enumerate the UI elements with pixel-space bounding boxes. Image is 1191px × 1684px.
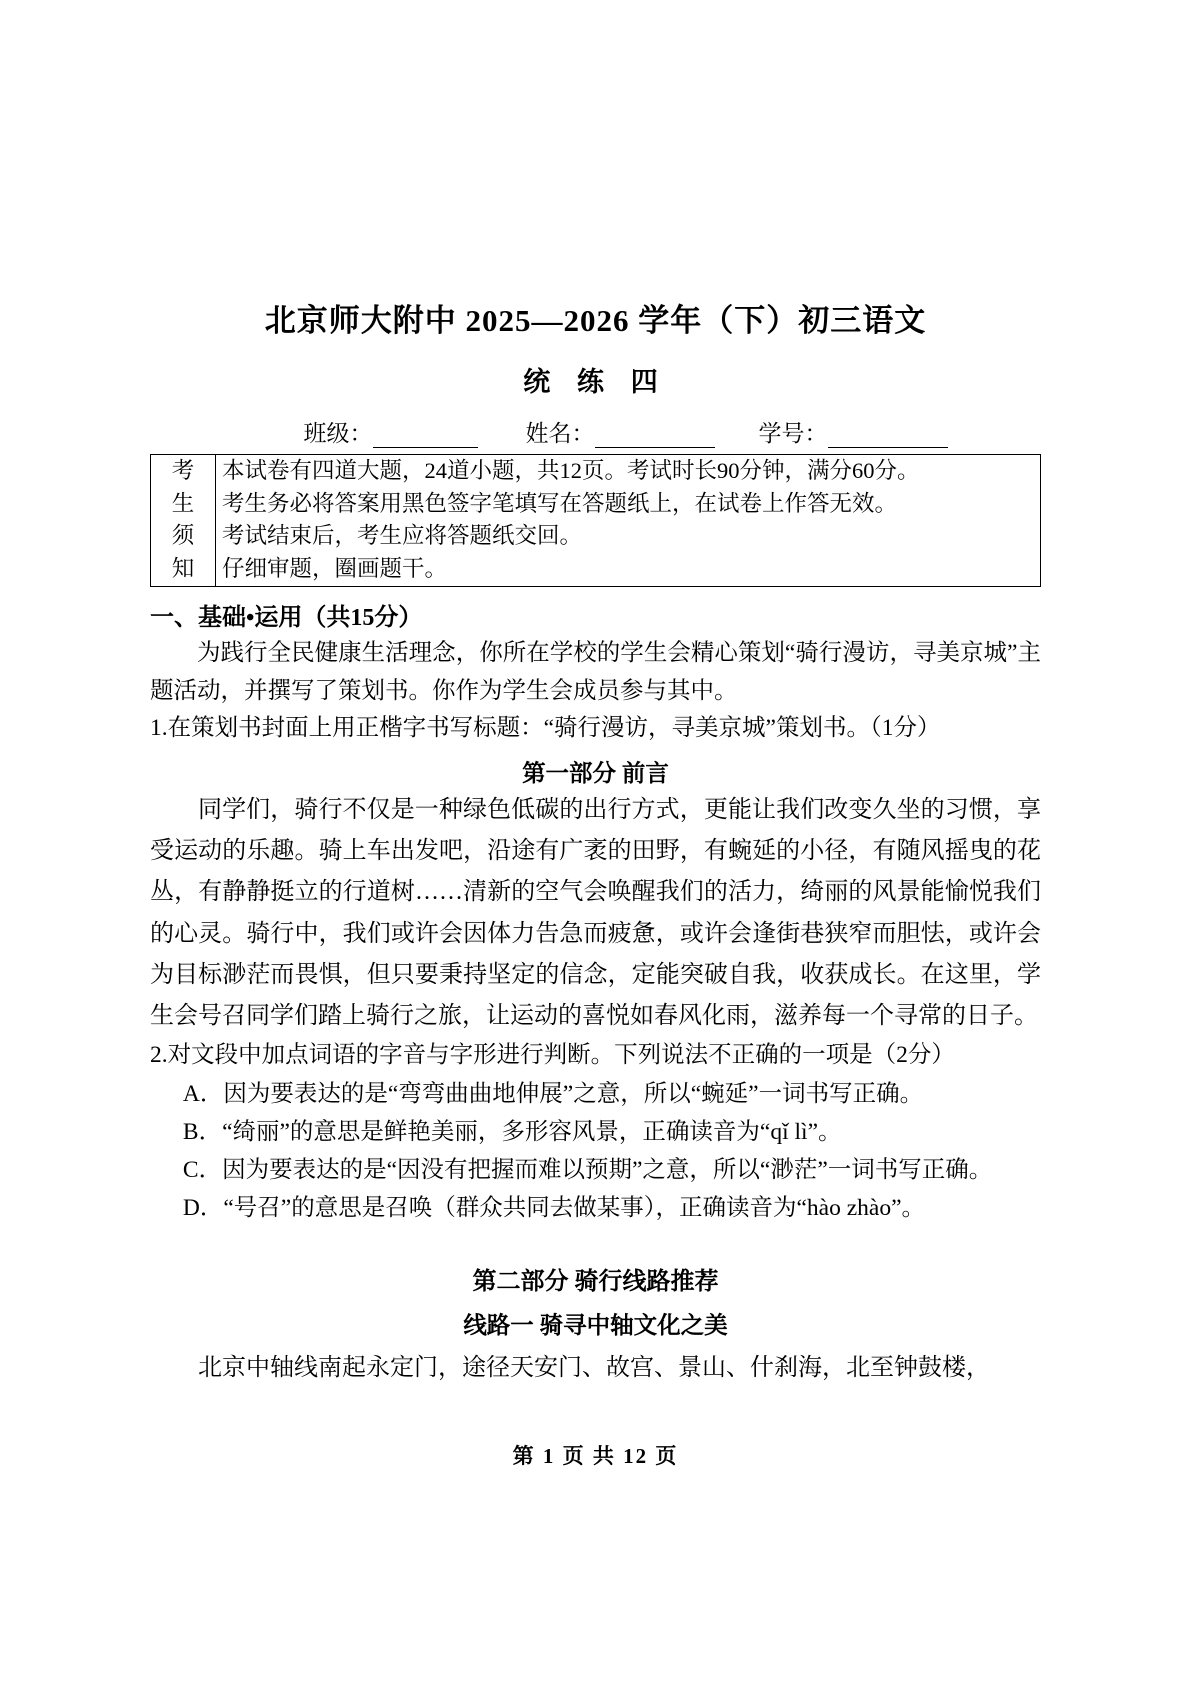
table-row	[151, 553, 1041, 586]
notice-line: 本试卷有四道大题，24道小题，共12页。考试时长90分钟，满分60分。	[216, 454, 1041, 487]
q2-stem-before: 2.对文段中加点词语的字音与字形进行判断。下列说法	[150, 1042, 709, 1069]
class-label: 班级：	[303, 420, 373, 446]
emphasis-haozhao: 号召	[198, 1003, 246, 1030]
emphasis-miaomang: 渺茫	[222, 961, 271, 988]
id-input-blank[interactable]	[828, 427, 948, 448]
section-heading-one: 一、基础•运用（共15分）	[150, 605, 423, 632]
emphasis-buzhengque: 不正确	[708, 1042, 779, 1069]
notice-key-char: 须	[151, 520, 216, 553]
foreword-paragraph	[150, 790, 1041, 1038]
notice-key-char: 考	[151, 454, 216, 487]
student-info-row	[150, 415, 1041, 448]
class-input-blank[interactable]	[373, 427, 478, 448]
class-field	[304, 415, 526, 448]
part-one-heading: 第一部分 前言	[522, 760, 669, 787]
id-field	[759, 415, 948, 448]
route-one-paragraph: 北京中轴线南起永定门，途径天安门、故宫、景山、什刹海，北至钟鼓楼，	[198, 1355, 990, 1382]
exam-notice-table	[150, 454, 1041, 587]
notice-key-char: 知	[151, 553, 216, 586]
emphasis-qi: 绮	[800, 879, 825, 906]
section-intro-paragraph: 为践行全民健康生活理念，你所在学校的学生会精心策划“骑行漫访，寻美京城”主题活动，并撰写了策划书。你作为学生会成员参与其中。	[150, 640, 1041, 705]
page-footer: 第 1 页 共 12 页	[512, 1444, 679, 1468]
id-label: 学号：	[758, 420, 828, 446]
notice-line: 考试结束后，考生应将答题纸交回。	[216, 520, 1041, 553]
question-2-option-a[interactable]: A．因为要表达的是“弯弯曲曲地伸展”之意，所以“蜿延”一词书写正确。	[182, 1080, 924, 1107]
foreword-seg-1: 同学们，骑行不仅是一种绿色低碳的出行方式，更能让我们改变久坐的习惯，享受运动的乐趣。骑上车出发吧，沿途有广袤的田野，有	[150, 796, 1041, 865]
name-field	[526, 415, 759, 448]
name-label: 姓名：	[525, 420, 595, 446]
notice-line: 仔细审题，圈画题干。	[216, 553, 1041, 586]
q2-stem-after: 的一项是（2分）	[778, 1042, 955, 1069]
question-2-option-c[interactable]: C．因为要表达的是“因没有把握而难以预期”之意，所以“渺茫”一词书写正确。	[182, 1157, 993, 1184]
notice-key-char: 生	[151, 488, 216, 521]
foreword-seg-5: 同学们踏上骑行之旅，让运动的喜悦如春风化雨，滋养每一个寻常的日子。	[246, 1003, 1038, 1030]
question-2-option-b[interactable]: B．“绮丽”的意思是鲜艳美丽，多形容风景，正确读音为“qǐ lì”。	[182, 1119, 842, 1145]
question-2-option-d[interactable]: D．“号召”的意思是召唤（群众共同去做某事），正确读音为“hào zhào”。	[182, 1195, 925, 1222]
question-1: 1.在策划书封面上用正楷字书写标题：“骑行漫访，寻美京城”策划书。（1分）	[150, 715, 941, 742]
page-subtitle: 统 练 四	[523, 366, 668, 397]
question-2-stem	[150, 1037, 1041, 1075]
table-row	[151, 520, 1041, 553]
route-one-heading: 线路一 骑寻中轴文化之美	[463, 1313, 728, 1340]
emphasis-wanyan: 蜿延	[728, 838, 777, 865]
part-two-heading: 第二部分 骑行线路推荐	[472, 1269, 719, 1296]
vertical-spacer	[150, 1227, 1041, 1261]
table-row	[151, 488, 1041, 521]
foreword-seg-4: 而畏惧，但只要秉持坚定的信念，定能突破自我，收获成长。在这里，学生会	[150, 961, 1042, 1030]
page-title: 北京师大附中 2025—2026 学年（下）初三语文	[264, 303, 927, 338]
notice-line: 考生务必将答案用黑色签字笔填写在答题纸上，在试卷上作答无效。	[216, 488, 1041, 521]
foreword-seg-2: 的小径，有随风摇曳的花丛，有静静挺立的行道树……清新的空气会唤醒我们的活力，	[150, 838, 1042, 906]
name-input-blank[interactable]	[595, 427, 715, 448]
foreword-seg-3: 丽的风景能愉悦我们的心灵。骑行中，我们或许会因体力告急而疲惫，或许会逢街巷狭窄而胆怯，或许会为目标	[150, 879, 1042, 988]
table-row	[151, 454, 1041, 487]
